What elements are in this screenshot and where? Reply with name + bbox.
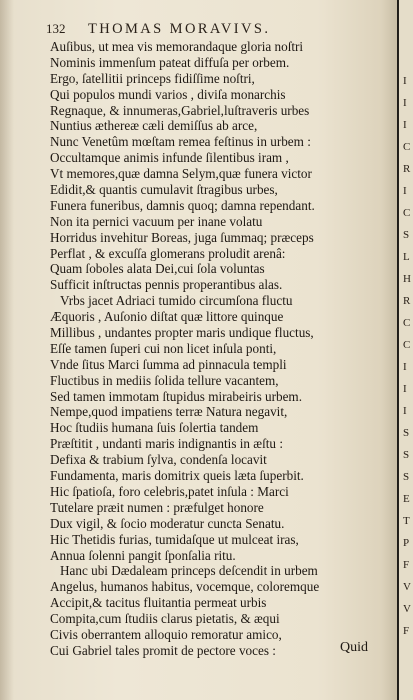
poem-text (50, 39, 390, 659)
text-line: Cui Gabriel tales promit de pectore voces : (50, 642, 276, 658)
text-line: Horridus invehitur Boreas, juga ſummaq; præceps (50, 229, 314, 245)
facing-page-letter: I (403, 185, 407, 197)
text-line: Dux vigil, & ſocio moderatur cuncta Senatu. (50, 515, 285, 531)
text-line: Quam ſoboles alata Dei,cui ſola voluntas (50, 261, 265, 277)
facing-page-letter: R (403, 295, 411, 307)
text-line: Nominis immenſum pateat diffuſa per orbem. (50, 54, 290, 70)
text-line: Sed tamen immotam ſtupidus mirabeiris urbem. (50, 388, 302, 404)
text-line: Auſibus, ut mea vis memorandaque gloria noſtri (50, 39, 304, 54)
text-line: Angelus, humanos habitus, vocemque, coloremque (50, 579, 320, 595)
running-head: THOMAS MORAVIVS. (88, 21, 271, 37)
text-line: Regnaque, & innumeras,Gabriel,luſtraveris urbes (50, 102, 310, 118)
facing-page-letter: I (403, 361, 407, 373)
facing-page-letter: I (403, 75, 407, 87)
text-line: Præſtitit , undanti maris indignantis in æſtu : (50, 436, 283, 452)
text-line: Funera funeribus, damnis quoq; damna rependant. (50, 197, 315, 213)
text-line: Defixa & trabium ſylva, condenſa locavit (50, 452, 267, 468)
facing-page-letter: C (403, 141, 411, 153)
text-line: Fundamenta, maris domitrix queis læta ſuperbit. (50, 468, 304, 484)
text-line: Tutelare præit numen : præfulget honore (50, 499, 264, 515)
facing-page-letter: F (403, 625, 410, 637)
facing-page-letter: C (403, 317, 411, 329)
text-line: Perflat , & excuſſa glomerans proludit arenâ: (50, 245, 286, 261)
text-line: Hic Thetidis furias, tumidaſque ut mulceat iras, (50, 531, 299, 547)
facing-page-letter: R (403, 163, 411, 175)
text-line: Civis oberrantem alloquio remoratur amico, (50, 626, 282, 642)
text-line: Vt memores,quæ damna Selym,quæ funera victor (50, 166, 312, 182)
text-line: Sufficit inſtructas pennis properantibus alas. (50, 277, 283, 293)
text-line: Ergo, ſatellitii princeps fidiſſime noſtri, (50, 70, 255, 86)
page-header (46, 21, 386, 39)
facing-page-letter: S (403, 449, 410, 461)
text-line: Vrbs jacet Adriaci tumido circumſona fluctu (60, 293, 293, 309)
facing-page-letter: L (403, 251, 410, 263)
facing-page-letter: I (403, 97, 407, 109)
text-line: Edidit,& quantis cumulavit ſtragibus urbes, (50, 182, 278, 198)
text-line: Fluctibus in mediis ſolida tellure vacantem, (50, 372, 279, 388)
facing-page-letter: I (403, 383, 407, 395)
text-line: Qui populos mundi varios , diviſa monarchis (50, 86, 286, 102)
facing-page-letter: V (403, 603, 411, 615)
text-line: Hanc ubi Dædaleam princeps deſcendit in urbem (60, 563, 318, 579)
facing-page-letter: I (403, 405, 407, 417)
facing-page-letter: P (403, 537, 410, 549)
text-line: Accipit,& tacitus fluitantia permeat urbis (50, 595, 267, 611)
facing-page-edge (397, 0, 413, 700)
text-line: Vnde ſitus Marci ſumma ad pinnacula templi (50, 356, 287, 372)
catchword: Quid (340, 640, 368, 655)
page-number: 132 (46, 21, 66, 36)
text-line: Nunc Venetûm mœſtam remea feſtinus in urbem : (50, 134, 311, 150)
facing-page-letter: F (403, 559, 410, 571)
facing-page-letter: C (403, 207, 411, 219)
facing-page-letter: S (403, 229, 410, 241)
text-line: Occultamque animis infunde ſilentibus iram , (50, 150, 289, 166)
facing-page-letter: C (403, 339, 411, 351)
facing-page-letter: V (403, 581, 411, 593)
facing-page-strip (399, 0, 413, 700)
facing-page-letter: I (403, 119, 407, 131)
facing-page-letter: S (403, 471, 410, 483)
text-line: Eſſe tamen ſuperi cui non licet inſula ponti, (50, 340, 277, 356)
text-line: Annua ſolenni pangit ſponſalia ritu. (50, 547, 236, 563)
text-line: Hic ſpatioſa, foro celebris,patet inſula : Marci (50, 483, 289, 499)
text-line: Hoc ſtudiis humana ſuis ſolertia tandem (50, 420, 259, 436)
text-line: Compita,cum ſtudiis clarus pietatis, & æqui (50, 611, 280, 627)
text-line: Nempe,quod impatiens terræ Natura negavit, (50, 404, 288, 420)
text-line: Nuntius æthereæ cæli demiſſus ab arce, (50, 118, 258, 134)
facing-page-letter: H (403, 273, 411, 285)
text-line: Æquoris , Auſonio diſtat quæ littore quinque (50, 309, 284, 325)
text-line: Millibus , undantes propter maris undique fluctus, (50, 325, 314, 341)
facing-page-letter: E (403, 493, 410, 505)
facing-page-letter: S (403, 427, 410, 439)
facing-page-letter: T (403, 515, 410, 527)
text-line: Non ita pernici vacuum per inane volatu (50, 213, 263, 229)
